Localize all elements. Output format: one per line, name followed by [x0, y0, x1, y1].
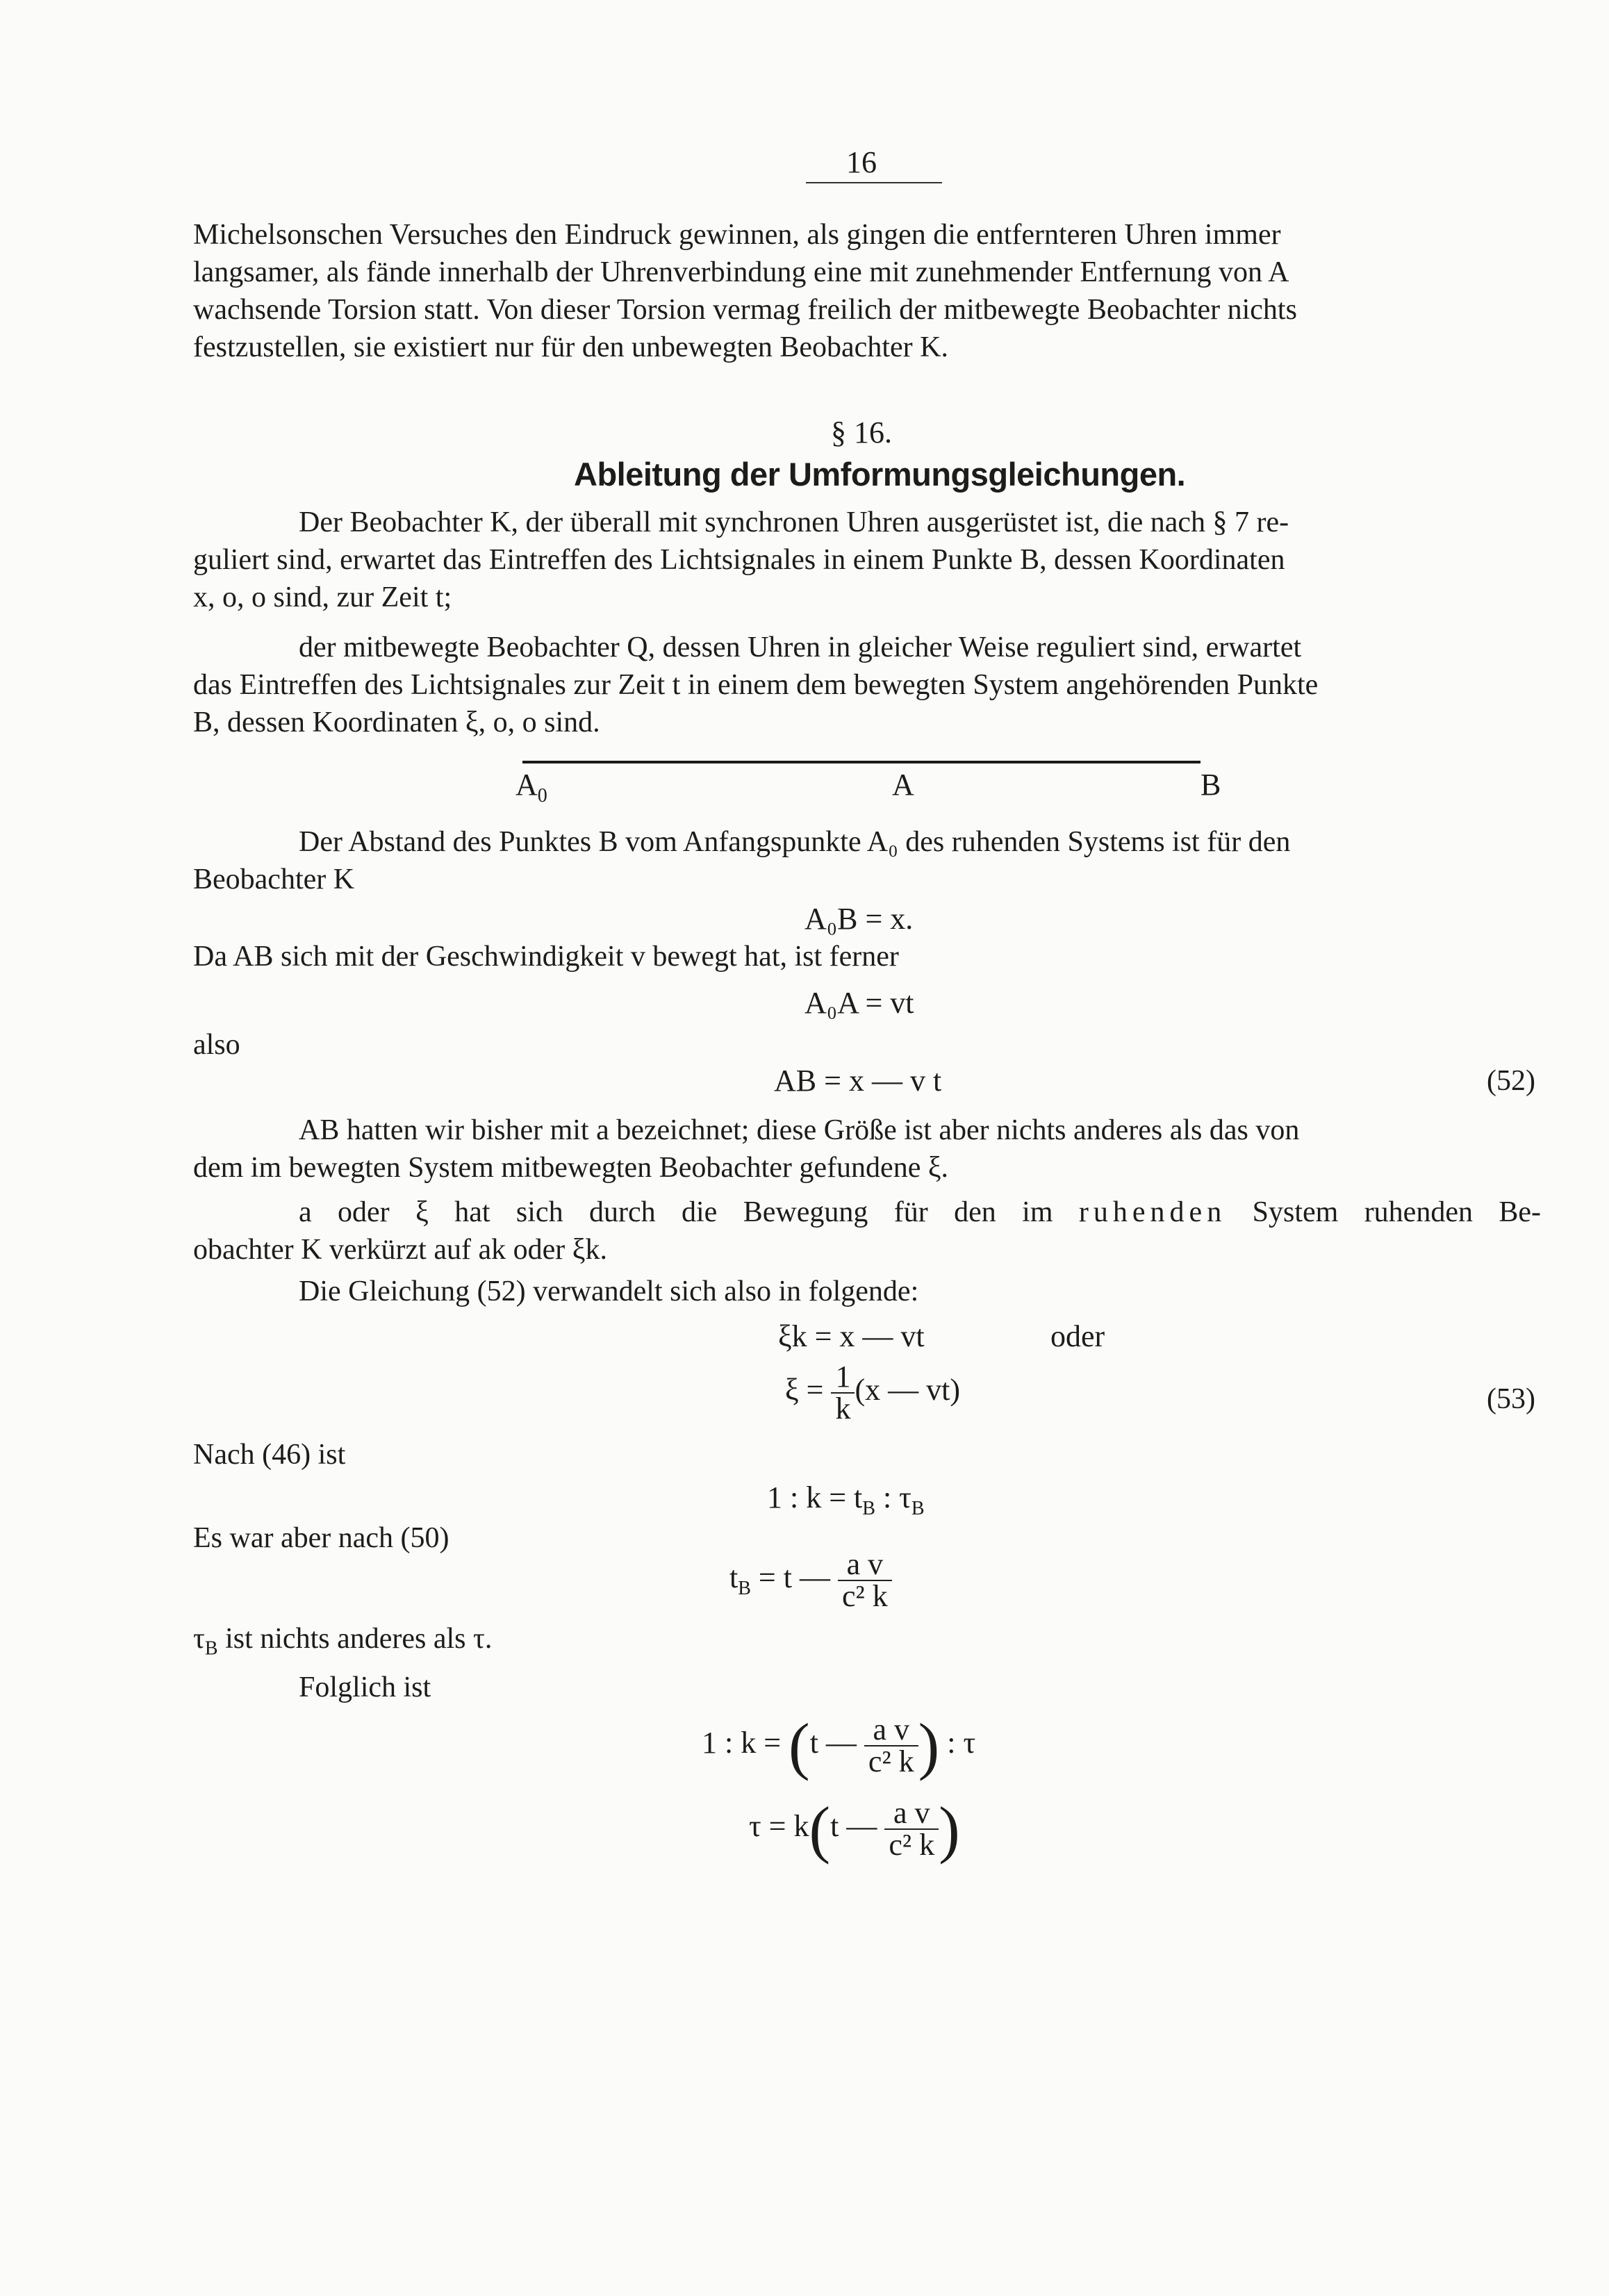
text-line-folglich: Folglich ist [299, 1671, 431, 1703]
equation-number-52: (52) [1487, 1065, 1535, 1097]
contraction-text-end: System ruhenden Be- [1252, 1196, 1542, 1228]
diagram-label-a0-sub: 0 [537, 784, 547, 807]
equation-number-53: (53) [1487, 1383, 1535, 1415]
text-line: der mitbewegte Beobachter Q, dessen Uhren in gleicher Weise reguliert sind, erwartet [299, 631, 1302, 663]
eq53-denominator: k [835, 1391, 851, 1426]
text-line: AB hatten wir bisher mit a bezeichnet; diese Größe ist aber nichts anderes als das von [299, 1114, 1300, 1146]
final2-inner: t — [830, 1809, 885, 1844]
final1-numerator: a v [864, 1715, 918, 1746]
ratio-sub-1: B [862, 1497, 875, 1519]
contraction-text-start: a oder ξ hat sich durch die Bewegung für den im [299, 1196, 1053, 1228]
tb-sub: B [738, 1577, 751, 1599]
header-rule [806, 182, 942, 183]
contraction-text-spaced: ruhenden [1078, 1196, 1227, 1228]
text-line: Michelsonschen Versuches den Eindruck gewinnen, als gingen die entfernteren Uhren immer [193, 219, 1281, 251]
diagram-label-b: B [1200, 768, 1221, 802]
equation-ab: AB = x — v t [774, 1064, 942, 1098]
equation-a0a: A₀A = vt [804, 986, 914, 1020]
tau-rest: ist nichts anderes als τ. [217, 1623, 493, 1655]
equation-ratio [767, 1480, 925, 1520]
text-line-eswar: Es war aber nach (50) [193, 1522, 449, 1554]
final1-lhs: 1 : k = [702, 1726, 789, 1760]
section-number: § 16. [831, 415, 892, 449]
text-line: wachsende Torsion statt. Von dieser Torsion vermag freilich der mitbewegte Beobachter nichts [193, 294, 1297, 326]
text-line: Beobachter K [193, 864, 355, 895]
eq53-rhs: (x — vt) [855, 1373, 960, 1407]
text-line-da: Da AB sich mit der Geschwindigkeit v bewegt hat, ist ferner [193, 941, 899, 973]
paragraph-observer-q [193, 629, 1541, 741]
intro-paragraph [193, 216, 1541, 366]
tau-prefix: τ [193, 1623, 205, 1655]
close-paren: ) [918, 1710, 940, 1781]
text-line: obachter K verkürzt auf ak oder ξk. [193, 1234, 607, 1266]
diagram-label-a0 [515, 767, 547, 807]
paragraph-ab-meaning [193, 1112, 1541, 1187]
final1-tail: : τ [939, 1726, 976, 1760]
paragraph-distance [193, 823, 1541, 898]
section-title: Ableitung der Umformungsgleichungen. [574, 456, 1186, 493]
distance-diagram-line [522, 761, 1200, 763]
open-paren: ( [809, 1794, 831, 1865]
text-line: x, o, o sind, zur Zeit t; [193, 581, 452, 613]
ratio-text: 1 : k = t [767, 1480, 863, 1514]
equation-final-1 [702, 1710, 976, 1781]
paragraph-contraction [193, 1194, 1541, 1269]
text-line-gleichung: Die Gleichung (52) verwandelt sich also in folgende: [299, 1275, 919, 1307]
text-line: Der Beobachter K, der überall mit synchronen Uhren ausgerüstet ist, die nach § 7 re- [299, 506, 1289, 538]
oder-label: oder [1050, 1319, 1105, 1353]
paragraph-observer-k [193, 504, 1541, 616]
text-line: festzustellen, sie existiert nur für den unbewegten Beobachter K. [193, 331, 948, 363]
tb-mid: = t — [750, 1560, 838, 1595]
diagram-label-a: A [892, 768, 914, 802]
eq53-numerator: 1 [831, 1362, 855, 1394]
text-line: B, dessen Koordinaten ξ, o, o sind. [193, 707, 600, 738]
close-paren: ) [939, 1794, 960, 1865]
eq53-lhs: ξ = [785, 1373, 832, 1407]
equation-a0b: A₀B = x. [804, 902, 914, 936]
text-line: langsamer, als fände innerhalb der Uhrenverbindung eine mit zunehmender Entfernung von A [193, 256, 1289, 288]
tb-fraction [838, 1549, 892, 1612]
equation-xik: ξk = x — vt [778, 1319, 925, 1353]
open-paren: ( [789, 1710, 810, 1781]
final1-denominator: c² k [868, 1744, 914, 1778]
page-number: 16 [846, 145, 877, 179]
text-line: guliert sind, erwartet das Eintreffen des Lichtsignales in einem Punkte B, dessen Koordinaten [193, 544, 1285, 576]
text-line-nach46: Nach (46) ist [193, 1439, 346, 1471]
tau-sub: B [204, 1637, 218, 1660]
equation-53 [785, 1362, 960, 1424]
final1-inner: t — [809, 1726, 864, 1760]
text-line: Der Abstand des Punktes B vom Anfangspunkte A₀ des ruhenden Systems ist für den [299, 826, 1291, 858]
equation-tb [729, 1549, 892, 1612]
tb-numerator: a v [838, 1549, 892, 1581]
final2-denominator: c² k [889, 1828, 935, 1862]
text-line [193, 1194, 1541, 1231]
text-line: dem im bewegten System mitbewegten Beobachter gefundene ξ. [193, 1152, 949, 1184]
ratio-mid: : τ [875, 1480, 911, 1514]
text-line-tau [193, 1622, 492, 1660]
eq53-fraction [831, 1362, 855, 1424]
tb-denominator: c² k [841, 1579, 888, 1613]
diagram-label-a0-text: A [515, 768, 538, 802]
final1-fraction [864, 1712, 918, 1778]
also-label: also [193, 1029, 240, 1061]
text-line: das Eintreffen des Lichtsignales zur Zeit t in einem dem bewegten System angehörenden Punkte [193, 669, 1319, 701]
final2-numerator: a v [884, 1798, 939, 1830]
ratio-sub-2: B [911, 1497, 925, 1519]
equation-final-2 [749, 1794, 960, 1865]
tb-lhs: t [729, 1560, 739, 1595]
final2-fraction [884, 1798, 939, 1860]
final2-lhs: τ = k [749, 1809, 809, 1844]
